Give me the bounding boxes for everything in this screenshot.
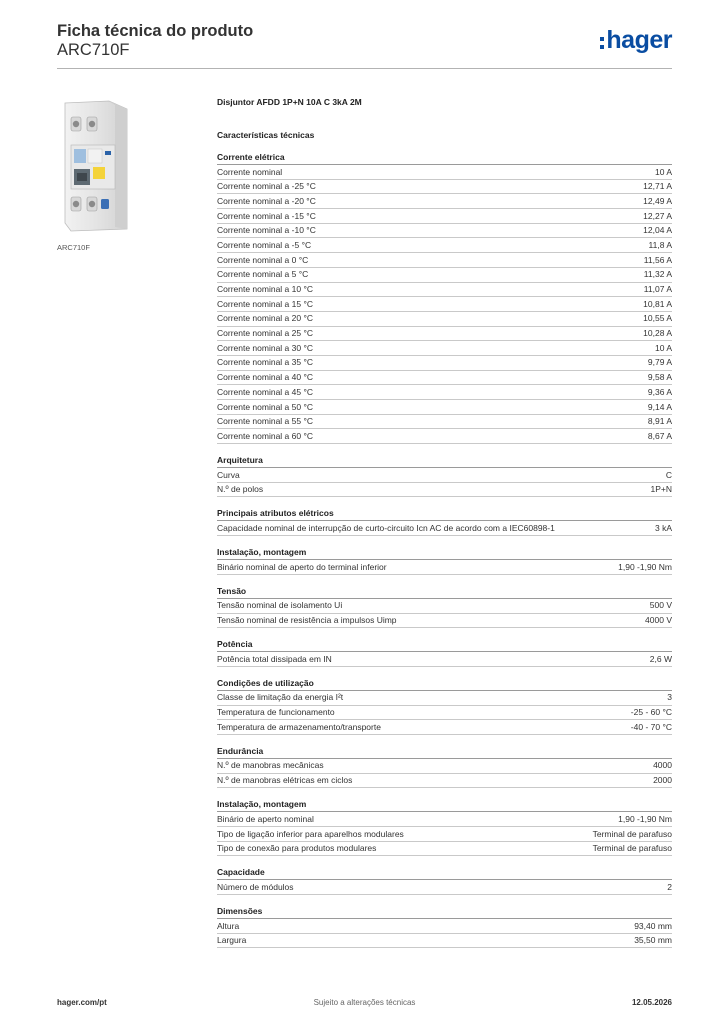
product-name: Disjuntor AFDD 1P+N 10A C 3kA 2M <box>217 97 362 107</box>
spec-section <box>217 454 672 497</box>
spec-value: 9,79 A <box>647 357 672 368</box>
spec-value: 500 V <box>649 600 672 611</box>
section-title: Tensão <box>217 585 672 599</box>
product-reference: ARC710F <box>57 41 130 59</box>
spec-label: Corrente nominal a -15 °C <box>217 210 316 221</box>
spec-value: 12,71 A <box>643 181 672 192</box>
spec-label: Corrente nominal a 25 °C <box>217 328 314 339</box>
spec-value: 11,8 A <box>648 239 672 250</box>
spec-label: Corrente nominal a 20 °C <box>217 313 314 324</box>
spec-label: Corrente nominal a 30 °C <box>217 342 314 353</box>
spec-section <box>217 151 672 444</box>
spec-row <box>217 468 672 483</box>
spec-label: Capacidade nominal de interrupção de curto-circuito Icn AC de acordo com a IEC60898-1 <box>217 522 555 533</box>
spec-value: 3 <box>667 692 672 703</box>
spec-row <box>217 483 672 498</box>
spec-label: Binário de aperto nominal <box>217 813 314 824</box>
spec-label: Corrente nominal a 10 °C <box>217 284 314 294</box>
spec-row <box>217 283 672 298</box>
spec-value: 4000 <box>653 760 672 771</box>
spec-row <box>217 297 672 312</box>
spec-row <box>217 268 672 283</box>
spec-row <box>217 560 672 575</box>
spec-value: -40 - 70 °C <box>630 721 672 732</box>
spec-row <box>217 934 672 949</box>
spec-value: 9,36 A <box>647 386 672 397</box>
spec-value: C <box>665 469 672 480</box>
spec-row <box>217 253 672 268</box>
spec-label: Corrente nominal a 50 °C <box>217 401 314 412</box>
spec-value: 11,56 A <box>643 254 672 265</box>
spec-value: 12,27 A <box>643 210 672 221</box>
spec-row <box>217 812 672 827</box>
spec-section <box>217 546 672 575</box>
page-title: Ficha técnica do produto <box>57 22 254 40</box>
spec-value: 12,04 A <box>643 225 672 236</box>
spec-row <box>217 238 672 253</box>
spec-value: 2000 <box>653 775 672 786</box>
footer-website[interactable]: hager.com/pt <box>57 998 107 1007</box>
section-title: Endurância <box>217 745 672 759</box>
spec-row <box>217 827 672 842</box>
spec-label: N.º de polos <box>217 484 264 495</box>
spec-label: Binário nominal de aperto do terminal inferior <box>217 561 387 572</box>
spec-value: 4000 V <box>645 615 672 625</box>
spec-section <box>217 866 672 895</box>
spec-label: Tensão nominal de isolamento Ui <box>217 600 343 611</box>
section-title: Arquitetura <box>217 454 672 468</box>
spec-row <box>217 385 672 400</box>
spec-row <box>217 194 672 209</box>
spec-label: Classe de limitação da energia I²t <box>217 692 344 703</box>
spec-label: Corrente nominal a -5 °C <box>217 239 312 250</box>
section-title: Instalação, montagem <box>217 546 672 560</box>
spec-label: Corrente nominal a 40 °C <box>217 372 314 383</box>
spec-row <box>217 165 672 180</box>
spec-label: Corrente nominal a -20 °C <box>217 195 316 206</box>
spec-label: N.º de manobras elétricas em ciclos <box>217 775 353 786</box>
spec-label: Corrente nominal a -25 °C <box>217 181 316 192</box>
spec-label: Altura <box>217 920 240 931</box>
spec-label: Tensão nominal de resistência a impulsos Uimp <box>217 615 397 625</box>
spec-label: Potência total dissipada em IN <box>217 653 332 664</box>
spec-section <box>217 585 672 628</box>
spec-row <box>217 842 672 857</box>
spec-row <box>217 209 672 224</box>
page-header <box>57 22 672 60</box>
spec-row <box>217 706 672 721</box>
spec-value: 93,40 mm <box>634 920 672 931</box>
spec-label: Corrente nominal a 15 °C <box>217 298 314 309</box>
spec-label: Corrente nominal a 35 °C <box>217 357 314 368</box>
spec-label: Corrente nominal a 55 °C <box>217 416 314 427</box>
spec-value: Terminal de parafuso <box>592 828 672 839</box>
logo-dots-icon <box>600 37 604 49</box>
spec-value: 9,14 A <box>647 401 672 412</box>
specs-heading: Características técnicas <box>217 130 315 140</box>
spec-value: 1,90 -1,90 Nm <box>618 813 672 824</box>
spec-value: 10,55 A <box>643 313 672 324</box>
spec-row <box>217 224 672 239</box>
product-image <box>57 95 145 235</box>
spec-label: Corrente nominal a 5 °C <box>217 269 309 280</box>
spec-section <box>217 745 672 788</box>
section-title: Principais atributos elétricos <box>217 507 672 521</box>
spec-row <box>217 759 672 774</box>
spec-row <box>217 312 672 327</box>
header-divider <box>57 68 672 69</box>
spec-row <box>217 341 672 356</box>
spec-row <box>217 614 672 629</box>
spec-row <box>217 400 672 415</box>
spec-label: Temperatura de funcionamento <box>217 707 335 718</box>
spec-row <box>217 356 672 371</box>
spec-section <box>217 638 672 667</box>
footer-notice: Sujeito a alterações técnicas <box>313 998 416 1007</box>
spec-value: 3 kA <box>654 522 672 533</box>
spec-section <box>217 507 672 536</box>
spec-row <box>217 720 672 735</box>
spec-value: 10 A <box>654 166 672 177</box>
spec-label: Largura <box>217 935 247 946</box>
spec-label: N.º de manobras mecânicas <box>217 760 324 771</box>
spec-label: Tipo de conexão para produtos modulares <box>217 843 377 854</box>
spec-value: 11,07 A <box>643 284 672 294</box>
spec-value: 8,91 A <box>647 416 672 427</box>
spec-label: Corrente nominal a -10 °C <box>217 225 316 236</box>
spec-row <box>217 429 672 444</box>
spec-value: Terminal de parafuso <box>592 843 672 854</box>
spec-row <box>217 327 672 342</box>
spec-row <box>217 919 672 934</box>
spec-value: 12,49 A <box>643 195 672 206</box>
footer-date: 12.05.2026 <box>631 998 672 1007</box>
spec-value: 1,90 -1,90 Nm <box>618 561 672 572</box>
logo-text: hager <box>606 26 672 54</box>
spec-value: 10 A <box>654 342 672 353</box>
spec-value: 35,50 mm <box>634 935 672 946</box>
spec-label: Tipo de ligação inferior para aparelhos modulares <box>217 828 404 839</box>
section-title: Capacidade <box>217 866 672 880</box>
spec-row <box>217 774 672 789</box>
section-title: Condições de utilização <box>217 677 672 691</box>
spec-label: Número de módulos <box>217 881 294 892</box>
spec-row <box>217 652 672 667</box>
spec-row <box>217 599 672 614</box>
spec-label: Corrente nominal a 45 °C <box>217 386 314 397</box>
hager-logo <box>600 26 672 54</box>
spec-value: 8,67 A <box>647 430 672 441</box>
spec-label: Temperatura de armazenamento/transporte <box>217 721 381 732</box>
spec-value: 1P+N <box>650 484 672 495</box>
spec-section <box>217 905 672 948</box>
spec-sections <box>217 151 672 948</box>
product-image-caption: ARC710F <box>57 243 90 252</box>
spec-value: 2 <box>667 881 672 892</box>
section-title: Instalação, montagem <box>217 798 672 812</box>
spec-row <box>217 521 672 536</box>
spec-label: Corrente nominal a 0 °C <box>217 254 309 265</box>
spec-sheet <box>217 96 672 948</box>
spec-label: Corrente nominal <box>217 166 283 177</box>
section-title: Potência <box>217 638 672 652</box>
spec-label: Curva <box>217 469 240 480</box>
spec-value: 9,58 A <box>647 372 672 383</box>
section-title: Dimensões <box>217 905 672 919</box>
spec-row <box>217 415 672 430</box>
spec-section <box>217 677 672 735</box>
spec-row <box>217 371 672 386</box>
spec-label: Corrente nominal a 60 °C <box>217 430 314 441</box>
spec-row <box>217 691 672 706</box>
spec-value: 10,28 A <box>643 328 672 339</box>
spec-row <box>217 180 672 195</box>
section-title: Corrente elétrica <box>217 151 672 165</box>
spec-value: -25 - 60 °C <box>630 707 672 718</box>
spec-value: 11,32 A <box>643 269 672 280</box>
spec-row <box>217 880 672 895</box>
spec-value: 10,81 A <box>643 298 672 309</box>
spec-section <box>217 798 672 856</box>
spec-value: 2,6 W <box>649 653 672 664</box>
